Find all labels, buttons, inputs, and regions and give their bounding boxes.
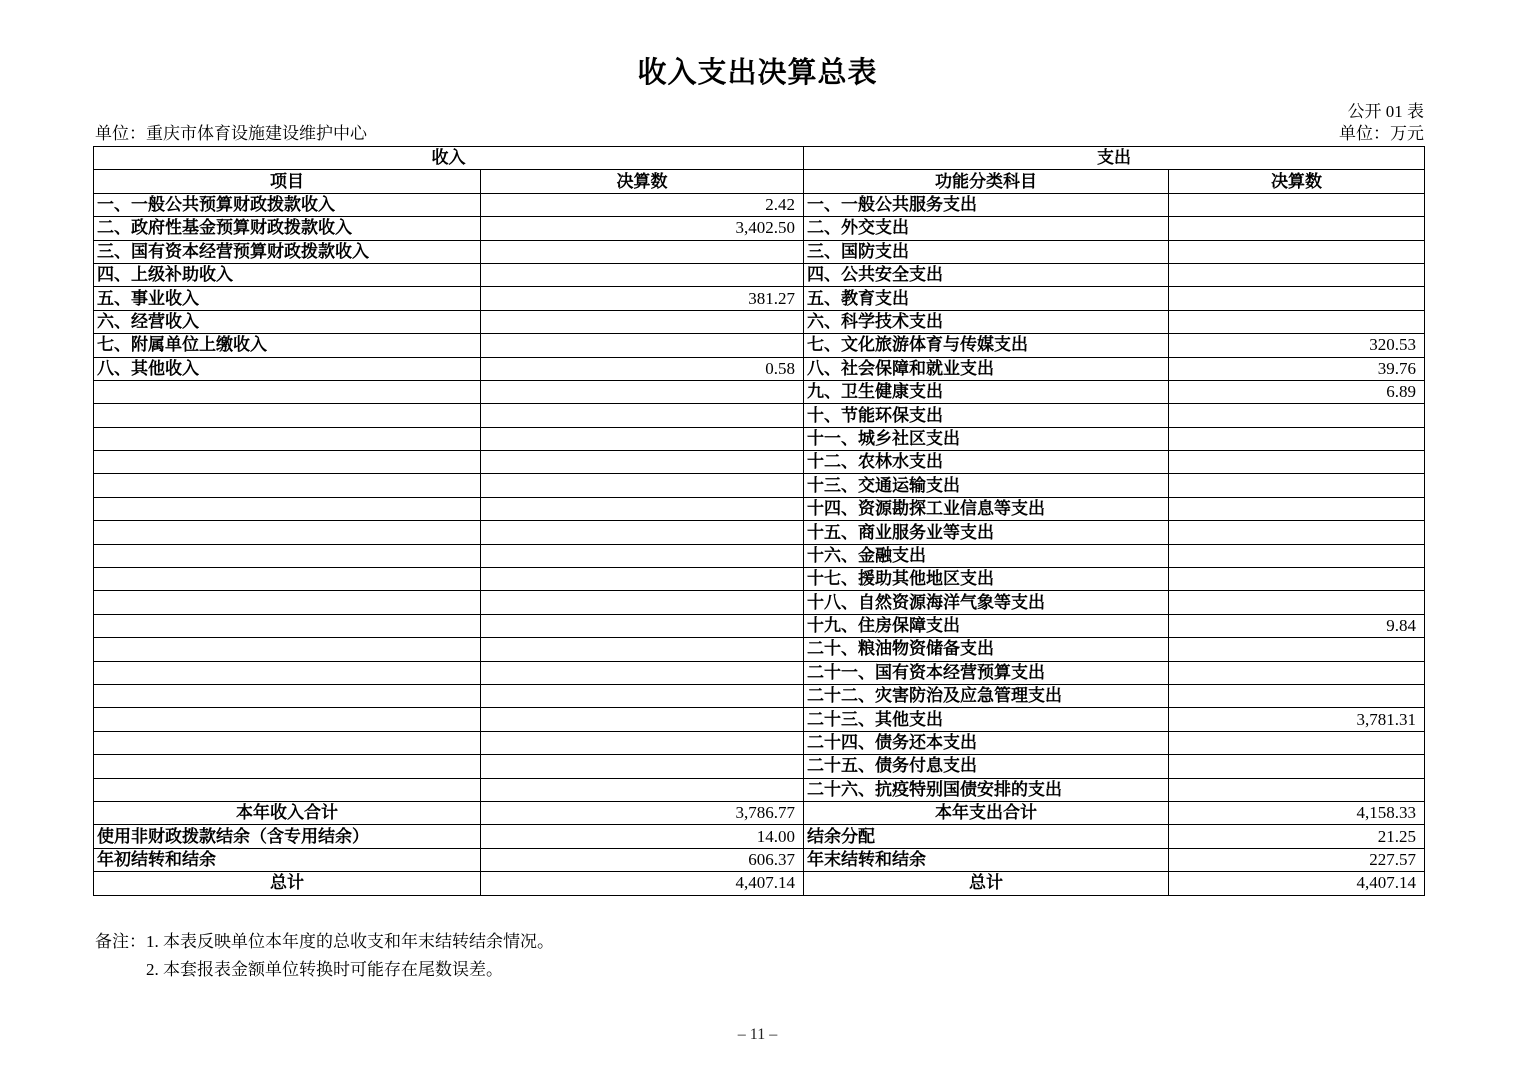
income-amount-cell [481,591,804,614]
income-amount-cell [481,497,804,520]
income-item-cell [94,380,481,403]
grand-total-income-value: 4,407.14 [481,872,804,895]
income-amount-cell: 3,402.50 [481,217,804,240]
expense-item-cell: 二十六、抗疫特别国债安排的支出 [804,778,1169,801]
income-item-cell [94,614,481,637]
expense-item-cell: 二十、粮油物资储备支出 [804,638,1169,661]
expense-item-cell: 一、一般公共服务支出 [804,193,1169,216]
page-title: 收入支出决算总表 [637,57,878,89]
income-amount-cell [481,755,804,778]
surplus-allocation-value: 21.25 [1169,825,1425,848]
income-item-cell [94,544,481,567]
expense-item-cell: 十四、资源勘探工业信息等支出 [804,497,1169,520]
income-section-header: 收入 [94,147,804,170]
income-amount-cell [481,404,804,427]
income-item-cell [94,591,481,614]
table-row [94,521,1425,544]
expense-item-cell: 十三、交通运输支出 [804,474,1169,497]
expense-amount-cell [1169,310,1425,333]
table-row [94,427,1425,450]
income-item-cell [94,708,481,731]
income-amount-cell [481,778,804,801]
income-item-cell: 七、附属单位上缴收入 [94,334,481,357]
table-code-label: 公开 01 表 [1347,102,1424,121]
expense-item-cell: 八、社会保障和就业支出 [804,357,1169,380]
expense-amount-cell [1169,661,1425,684]
expense-item-cell: 十八、自然资源海洋气象等支出 [804,591,1169,614]
table-row [94,451,1425,474]
income-amount-cell [481,263,804,286]
income-amount-cell [481,310,804,333]
income-amount-cell: 2.42 [481,193,804,216]
expense-amount-cell [1169,263,1425,286]
expense-amount-cell [1169,684,1425,707]
income-amount-cell [481,708,804,731]
table-row [94,380,1425,403]
income-item-cell [94,755,481,778]
income-item-cell: 四、上级补助收入 [94,263,481,286]
end-carryover-value: 227.57 [1169,848,1425,871]
income-item-cell [94,451,481,474]
table-row [94,404,1425,427]
currency-unit-label: 单位：万元 [1339,124,1424,143]
expense-amount-cell: 9.84 [1169,614,1425,637]
expense-amount-cell [1169,731,1425,754]
expense-amount-cell [1169,404,1425,427]
income-item-cell: 三、国有资本经营预算财政拨款收入 [94,240,481,263]
income-amount-cell: 0.58 [481,357,804,380]
table-row [94,544,1425,567]
income-amount-cell [481,240,804,263]
expense-item-cell: 六、科学技术支出 [804,310,1169,333]
table-row [94,287,1425,310]
expense-amount-cell: 320.53 [1169,334,1425,357]
table-row [94,591,1425,614]
table-row [94,684,1425,707]
expense-amount-cell [1169,474,1425,497]
expense-section-header: 支出 [804,147,1425,170]
expense-amount-cell: 3,781.31 [1169,708,1425,731]
table-row [94,661,1425,684]
notes-label: 备注： [95,932,146,951]
expense-amount-cell: 39.76 [1169,357,1425,380]
expense-amount-cell [1169,193,1425,216]
expense-item-cell: 二十二、灾害防治及应急管理支出 [804,684,1169,707]
grand-total-expense-label: 总计 [804,872,1169,895]
expense-item-cell: 五、教育支出 [804,287,1169,310]
table-row [94,708,1425,731]
begin-carryover-label: 年初结转和结余 [94,848,481,871]
nonfiscal-surplus-label: 使用非财政拨款结余（含专用结余） [94,825,481,848]
income-amount-cell [481,568,804,591]
end-carryover-label: 年末结转和结余 [804,848,1169,871]
table-row [94,217,1425,240]
income-item-cell [94,684,481,707]
grand-total-income-label: 总计 [94,872,481,895]
col-header-income-amount: 决算数 [481,170,804,193]
expense-amount-cell [1169,521,1425,544]
expense-item-cell: 十二、农林水支出 [804,451,1169,474]
table-row [94,778,1425,801]
table-row [94,240,1425,263]
income-expense-total-row [94,801,1425,824]
expense-amount-cell [1169,778,1425,801]
income-item-cell [94,497,481,520]
income-amount-cell [481,544,804,567]
income-item-cell [94,474,481,497]
table-row [94,614,1425,637]
expense-amount-cell [1169,451,1425,474]
income-amount-cell [481,380,804,403]
table-row [94,357,1425,380]
nonfiscal-surplus-value: 14.00 [481,825,804,848]
table-row [94,731,1425,754]
expense-amount-cell [1169,568,1425,591]
expense-item-cell: 十七、援助其他地区支出 [804,568,1169,591]
income-item-cell [94,404,481,427]
table-row [94,193,1425,216]
expense-item-cell: 十九、住房保障支出 [804,614,1169,637]
grand-total-row [94,872,1425,895]
notes-block [95,928,554,984]
income-item-cell: 八、其他收入 [94,357,481,380]
expense-amount-cell [1169,427,1425,450]
income-item-cell [94,521,481,544]
expense-item-cell: 七、文化旅游体育与传媒支出 [804,334,1169,357]
expense-item-cell: 二十三、其他支出 [804,708,1169,731]
expense-item-cell: 十六、金融支出 [804,544,1169,567]
expense-amount-cell [1169,497,1425,520]
expense-item-cell: 十五、商业服务业等支出 [804,521,1169,544]
expense-amount-cell [1169,240,1425,263]
income-item-cell [94,661,481,684]
table-row [94,334,1425,357]
expense-total-value: 4,158.33 [1169,801,1425,824]
expense-amount-cell [1169,591,1425,614]
expense-item-cell: 九、卫生健康支出 [804,380,1169,403]
table-row [94,310,1425,333]
table-row [94,755,1425,778]
note-line-2: 2. 本套报表金额单位转换时可能存在尾数误差。 [146,960,503,979]
income-item-cell [94,638,481,661]
income-item-cell [94,731,481,754]
income-amount-cell [481,427,804,450]
income-total-label: 本年收入合计 [94,801,481,824]
income-item-cell: 二、政府性基金预算财政拨款收入 [94,217,481,240]
income-amount-cell [481,661,804,684]
col-header-income-item: 项目 [94,170,481,193]
table-row [94,263,1425,286]
income-amount-cell: 381.27 [481,287,804,310]
income-amount-cell [481,334,804,357]
expense-amount-cell: 6.89 [1169,380,1425,403]
table-row [94,497,1425,520]
expense-item-cell: 十一、城乡社区支出 [804,427,1169,450]
income-amount-cell [481,684,804,707]
note-line-1: 1. 本表反映单位本年度的总收支和年末结转结余情况。 [146,932,554,951]
expense-amount-cell [1169,638,1425,661]
income-amount-cell [481,451,804,474]
col-header-expense-item: 功能分类科目 [804,170,1169,193]
income-item-cell [94,778,481,801]
expense-amount-cell [1169,544,1425,567]
col-header-expense-amount: 决算数 [1169,170,1425,193]
expense-item-cell: 二、外交支出 [804,217,1169,240]
income-item-cell [94,427,481,450]
expense-amount-cell [1169,217,1425,240]
grand-total-expense-value: 4,407.14 [1169,872,1425,895]
income-amount-cell [481,731,804,754]
income-item-cell: 六、经营收入 [94,310,481,333]
income-amount-cell [481,521,804,544]
nonfiscal-surplus-row [94,825,1425,848]
final-accounts-summary-table [93,146,1425,896]
unit-name-label: 单位：重庆市体育设施建设维护中心 [95,124,367,143]
expense-item-cell: 四、公共安全支出 [804,263,1169,286]
expense-item-cell: 二十四、债务还本支出 [804,731,1169,754]
income-item-cell: 五、事业收入 [94,287,481,310]
expense-amount-cell [1169,755,1425,778]
expense-total-label: 本年支出合计 [804,801,1169,824]
income-item-cell: 一、一般公共预算财政拨款收入 [94,193,481,216]
carryover-row [94,848,1425,871]
section-header-row [94,147,1425,170]
income-total-value: 3,786.77 [481,801,804,824]
income-amount-cell [481,614,804,637]
expense-amount-cell [1169,287,1425,310]
expense-item-cell: 十、节能环保支出 [804,404,1169,427]
table-row [94,568,1425,591]
surplus-allocation-label: 结余分配 [804,825,1169,848]
expense-item-cell: 二十五、债务付息支出 [804,755,1169,778]
column-header-row [94,170,1425,193]
income-item-cell [94,568,481,591]
expense-item-cell: 三、国防支出 [804,240,1169,263]
page-number: – 11 – [737,1026,778,1043]
expense-item-cell: 二十一、国有资本经营预算支出 [804,661,1169,684]
income-amount-cell [481,474,804,497]
begin-carryover-value: 606.37 [481,848,804,871]
table-row [94,474,1425,497]
income-amount-cell [481,638,804,661]
table-row [94,638,1425,661]
